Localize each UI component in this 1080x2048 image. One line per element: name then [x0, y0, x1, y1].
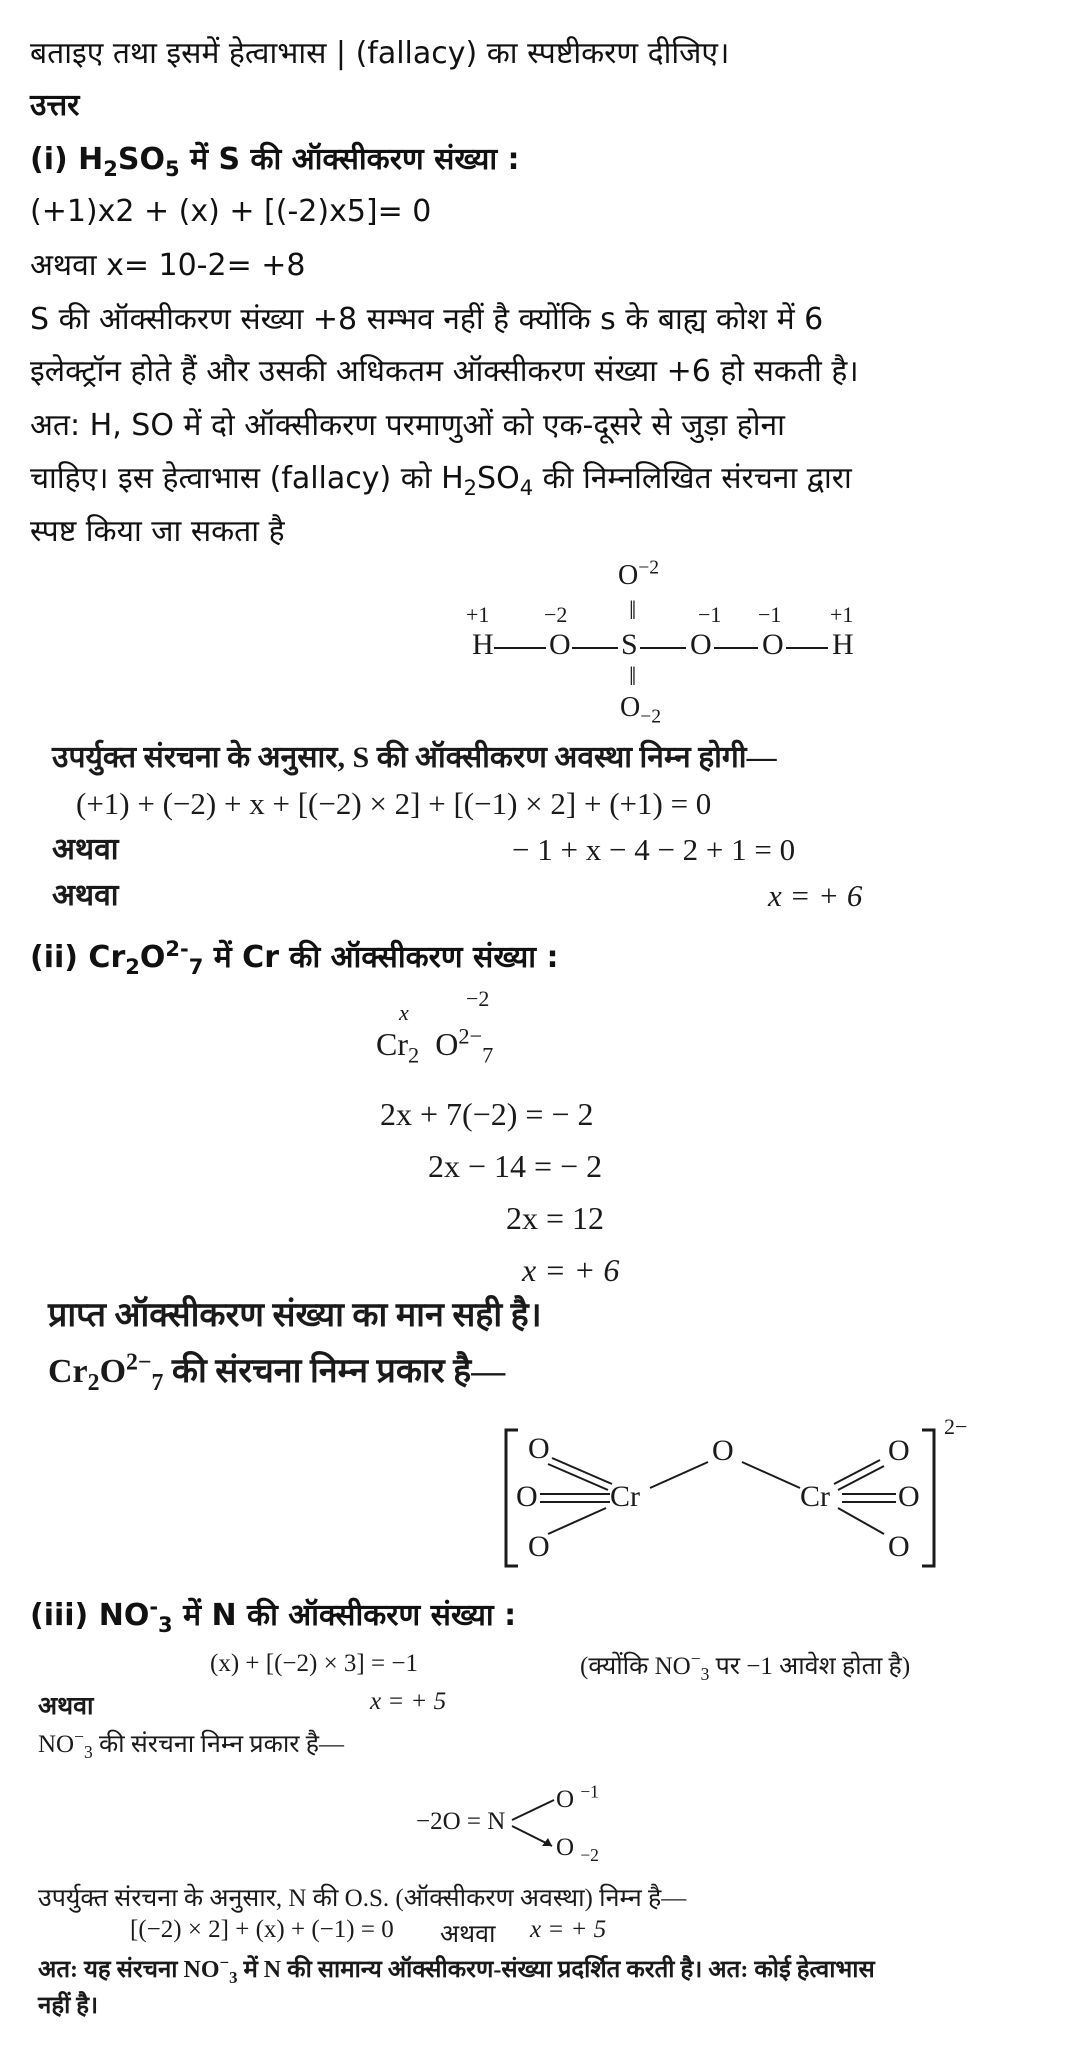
scan-eq1: (+1) + (−2) + x + [(−2) × 2] + [(−1) × 2] + (+1) = 0: [76, 786, 712, 821]
scan-eq2: − 1 + x − 4 − 2 + 1 = 0: [512, 832, 796, 867]
n-or1: अथवा: [38, 1693, 94, 1720]
n-structure-line: $NO^-_3$ की संरचना निम्न प्रकार है—: [38, 1726, 345, 1762]
label-x: x: [399, 1000, 409, 1025]
cr2o7-charge: 2−: [944, 1414, 968, 1439]
n-conclusion-eq: [(−2) × 2] + (x) + (−1) = 0: [130, 1916, 394, 1943]
scan-eq3: x = + 6: [768, 878, 863, 913]
scan-or2: अथवा: [52, 879, 119, 912]
o-bottom-left: O: [528, 1530, 550, 1563]
cr2o7-formula: $Cr_2$ $O^{2-}_7$: [376, 1023, 494, 1068]
o-bottom-right: O: [888, 1530, 910, 1563]
n-final-line2: नहीं है।: [38, 1993, 99, 2019]
cr-left: Cr: [610, 1480, 640, 1513]
part3-heading: (iii) $NO^-_3$ में N की ऑक्सीकरण संख्या :: [30, 1595, 517, 1637]
ox-o2: −1: [698, 602, 722, 627]
ox-o1: −2: [544, 602, 568, 627]
part1-para-line5: स्पष्ट किया जा सकता है: [30, 514, 285, 549]
ox-h2: +1: [830, 602, 854, 627]
cr-right: Cr: [800, 1480, 830, 1513]
cr-step4: x = + 6: [522, 1252, 620, 1288]
cr-result-line: प्राप्त ऑक्सीकरण संख्या का मान सही है।: [48, 1297, 542, 1334]
part1-para-line4: चाहिए। इस हेत्वाभास (fallacy) को $H_2SO_4$ की निम्नलिखित संरचना द्वारा: [30, 461, 852, 500]
no3-o-bottom: O $_{-2}$: [556, 1834, 599, 1865]
n-eq2: x = + 5: [370, 1688, 447, 1715]
ox-h1: +1: [466, 602, 490, 627]
part1-para-line2: इलेक्ट्रॉन होते हैं और उसकी अधिकतम ऑक्सीकरण संख्या +6 हो सकती है।: [30, 354, 859, 389]
top-oxygen: $O^{-2}$: [618, 557, 660, 591]
atom-s: S: [621, 628, 638, 661]
n-eq1: (x) + [(−2) × 3] = −1: [210, 1650, 418, 1677]
atom-o3: O: [762, 628, 784, 661]
part1-para-line1: S की ऑक्सीकरण संख्या +8 सम्भव नहीं है क्योंकि s के बाह्य कोश में 6: [30, 302, 824, 337]
answer-label: उत्तर: [30, 88, 80, 123]
scan-or1: अथवा: [52, 833, 119, 866]
n-conclusion-eq2: x = + 5: [530, 1916, 607, 1943]
o-bridge: O: [712, 1434, 734, 1467]
n-conclusion-or: अथवा: [440, 1921, 496, 1948]
part1-para-line3: अत: H, SO में दो ऑक्सीकरण परमाणुओं को एक-दूसरे से जुड़ा होना: [30, 408, 785, 443]
atom-h1: H: [472, 628, 494, 661]
question-text: बताइए तथा इसमें हेत्वाभास | (fallacy) का स्पष्टीकरण दीजिए।: [30, 36, 730, 71]
cr-step1: 2x + 7(−2) = − 2: [380, 1096, 594, 1132]
label-minus2: −2: [466, 986, 490, 1011]
atom-o2: O: [690, 628, 712, 661]
cr-step2: 2x − 14 = − 2: [428, 1148, 603, 1184]
bottom-oxygen: $O_{-2}$: [620, 692, 662, 728]
o-top-right: O: [888, 1434, 910, 1467]
ox-o3: −1: [758, 602, 782, 627]
no3-o-top: O $^{-1}$: [556, 1781, 599, 1813]
no3-left: −2O = N: [416, 1808, 506, 1835]
atom-o1: O: [549, 628, 571, 661]
scan-line1: उपर्युक्त संरचना के अनुसार, S की ऑक्सीकरण अवस्था निम्न होगी—: [52, 741, 777, 774]
n-eq1-note: (क्योंकि $NO^-_3$ पर −1 आवेश होता है): [580, 1648, 911, 1684]
o-mid-right: O: [898, 1480, 920, 1513]
o-mid-left: O: [516, 1480, 538, 1513]
part1-eq2: अथवा x= 10-2= +8: [30, 248, 306, 283]
atom-h2: H: [832, 628, 854, 661]
part1-heading: (i) $H_2SO_5$ में S की ऑक्सीकरण संख्या :: [30, 142, 520, 181]
o-top-left: O: [528, 1432, 550, 1465]
part2-heading: (ii) $Cr_2O^{2-}_7$ में Cr की ऑक्सीकरण संख्या :: [30, 937, 559, 979]
n-conclusion-line: उपर्युक्त संरचना के अनुसार, N की O.S. (ऑक्सीकरण अवस्था) निम्न है—: [38, 1885, 687, 1912]
n-final-line1: अत: यह संरचना $NO^-_3$ में N की सामान्य ऑक्सीकरण-संख्या प्रदर्शित करती है। अत: कोई हेत्वाभास: [38, 1953, 875, 1987]
part1-eq1: (+1)x2 + (x) + [(-2)x5]= 0: [30, 194, 432, 229]
double-bond-bottom: ‖: [629, 662, 637, 691]
cr-structure-line: $Cr_2O^{2-}_7$ की संरचना निम्न प्रकार है—: [48, 1349, 506, 1396]
cr-step3: 2x = 12: [506, 1200, 605, 1236]
double-bond-top: ‖: [629, 596, 637, 625]
